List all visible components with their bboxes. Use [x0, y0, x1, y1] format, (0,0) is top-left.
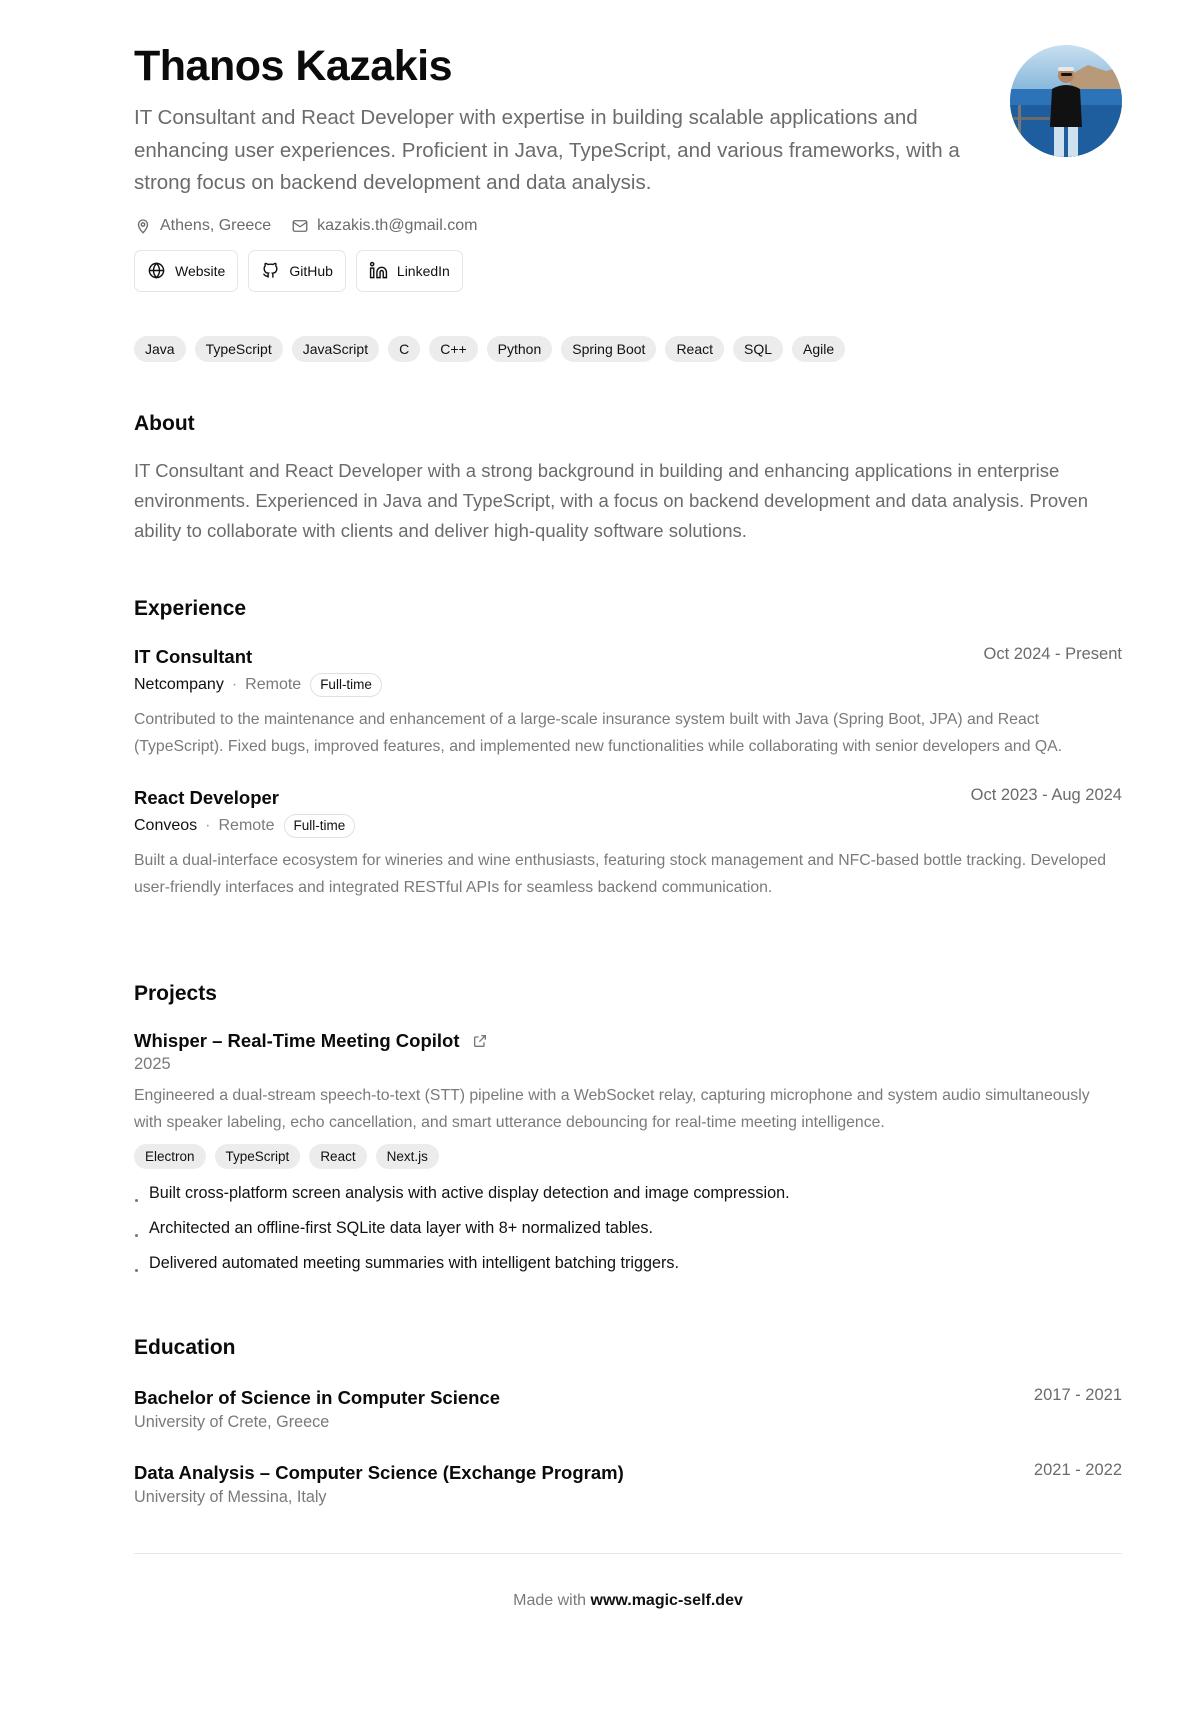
- skill-pill: JavaScript: [292, 336, 379, 362]
- job-type-badge: Full-time: [310, 673, 382, 697]
- project-tag: Electron: [134, 1144, 206, 1169]
- avatar: [1010, 45, 1122, 157]
- github-icon: [261, 261, 280, 280]
- school-name: University of Crete, Greece: [134, 1413, 330, 1431]
- email-text[interactable]: kazakis.th@gmail.com: [317, 216, 478, 234]
- footer-prefix: Made with: [513, 1592, 591, 1609]
- job-title: React Developer: [134, 787, 279, 808]
- school-name: University of Messina, Italy: [134, 1488, 327, 1506]
- skill-pill: TypeScript: [195, 336, 283, 362]
- skill-pill: Java: [134, 336, 186, 362]
- bullet-item: Architected an offline-first SQLite data layer with 8+ normalized tables.: [134, 1211, 1122, 1246]
- location-text: Athens, Greece: [160, 216, 272, 234]
- footer: [134, 1592, 1122, 1610]
- job-meta: [134, 814, 1122, 838]
- skill-pill: Agile: [792, 336, 845, 362]
- bullet-item: Built cross-platform screen analysis with active display detection and image compression.: [134, 1176, 1122, 1211]
- resume-page: [134, 40, 1122, 1506]
- company-name: Conveos: [134, 817, 198, 834]
- job-title: IT Consultant: [134, 646, 253, 667]
- projects-title: Projects: [134, 982, 217, 1005]
- header: [134, 40, 1122, 290]
- job-date: Oct 2023 - Aug 2024: [970, 786, 1122, 804]
- job-location: Remote: [245, 676, 302, 693]
- job-type-badge: Full-time: [284, 814, 356, 838]
- job-entry: [134, 786, 1122, 901]
- separator-dot: ·: [231, 676, 238, 693]
- contact-row: [134, 214, 1122, 238]
- job-location: Remote: [218, 817, 275, 834]
- project-title[interactable]: Whisper – Real-Time Meeting Copilot: [134, 1030, 460, 1051]
- experience-section: [134, 597, 1122, 901]
- project-title-row[interactable]: [134, 1030, 1122, 1052]
- skill-pill: C: [388, 336, 420, 362]
- education-title: Education: [134, 1336, 236, 1359]
- degree-title: Data Analysis – Computer Science (Exchange Program): [134, 1462, 624, 1483]
- project-entry: [134, 1030, 1122, 1281]
- skill-pill: Python: [487, 336, 553, 362]
- website-label: Website: [175, 262, 226, 279]
- profile-tagline: IT Consultant and React Developer with expertise in building scalable applications and enhancing user experiences. Proficient in Java, TypeScript, and various frameworks, with a strong focus on backend development and data analysis.: [134, 106, 960, 194]
- project-tags: [134, 1144, 1122, 1169]
- skill-pill: React: [665, 336, 724, 362]
- skill-pill: C++: [429, 336, 477, 362]
- education-date: 2021 - 2022: [1033, 1461, 1122, 1479]
- avatar-photo: [1010, 45, 1122, 157]
- skill-pill: SQL: [733, 336, 783, 362]
- about-title: About: [134, 412, 195, 435]
- company-name: Netcompany: [134, 676, 224, 693]
- linkedin-label: LinkedIn: [396, 262, 450, 279]
- website-button[interactable]: [134, 250, 238, 292]
- project-year: 2025: [134, 1055, 171, 1073]
- projects-section: [134, 982, 1122, 1281]
- skill-pill: Spring Boot: [561, 336, 656, 362]
- about-section: [134, 412, 1122, 546]
- external-link-icon[interactable]: [472, 1033, 488, 1049]
- project-bullets: [134, 1176, 1122, 1281]
- skills-list: [134, 336, 845, 362]
- footer-site-link[interactable]: www.magic-self.dev: [590, 1592, 743, 1609]
- degree-title: Bachelor of Science in Computer Science: [134, 1387, 500, 1408]
- job-description: Contributed to the maintenance and enhancement of a large-scale insurance system built with Java (Spring Boot, JPA) and React (TypeScript). Fixed bugs, improved features, and implemented new functionalities while collaborating with senior developers and QA.: [134, 711, 1063, 755]
- location: [134, 217, 271, 235]
- linkedin-icon: [369, 261, 388, 280]
- job-description: Built a dual-interface ecosystem for wineries and wine enthusiasts, featuring stock management and NFC-based bottle tracking. Developed user-friendly interfaces and integrated RESTful APIs for seamless backend communication.: [134, 852, 1107, 896]
- github-label: GitHub: [289, 262, 333, 279]
- education-entry: [134, 1386, 1122, 1432]
- linkedin-button[interactable]: [356, 250, 463, 292]
- project-tag: Next.js: [376, 1144, 439, 1169]
- separator-dot: ·: [205, 817, 211, 834]
- job-entry: [134, 645, 1122, 760]
- social-links: [134, 250, 1122, 292]
- education-date: 2017 - 2021: [1033, 1386, 1122, 1404]
- profile-name: Thanos Kazakis: [134, 42, 452, 90]
- education-section: [134, 1336, 1122, 1507]
- map-pin-icon: [134, 217, 152, 235]
- about-text: IT Consultant and React Developer with a strong background in building and enhancing applications in enterprise environments. Experienced in Java and TypeScript, with a focus on backend development and data analysis. Proven ability to collaborate with clients and deliver high-quality software solutions.: [134, 460, 1089, 541]
- globe-icon: [147, 261, 166, 280]
- mail-icon: [291, 217, 309, 235]
- job-date: Oct 2024 - Present: [983, 645, 1122, 663]
- email[interactable]: [291, 217, 477, 235]
- job-meta: [134, 673, 1122, 697]
- project-tag: React: [309, 1144, 366, 1169]
- experience-title: Experience: [134, 597, 247, 620]
- footer-divider: [134, 1553, 1122, 1554]
- github-button[interactable]: [248, 250, 346, 292]
- project-description: Engineered a dual-stream speech-to-text (STT) pipeline with a WebSocket relay, capturing microphone and system audio simultaneously with speaker labeling, echo cancellation, and smart utterance debouncing for real-time meeting intelligence.: [134, 1087, 1090, 1131]
- bullet-item: Delivered automated meeting summaries with intelligent batching triggers.: [134, 1246, 1122, 1281]
- education-entry: [134, 1461, 1122, 1507]
- project-tag: TypeScript: [215, 1144, 301, 1169]
